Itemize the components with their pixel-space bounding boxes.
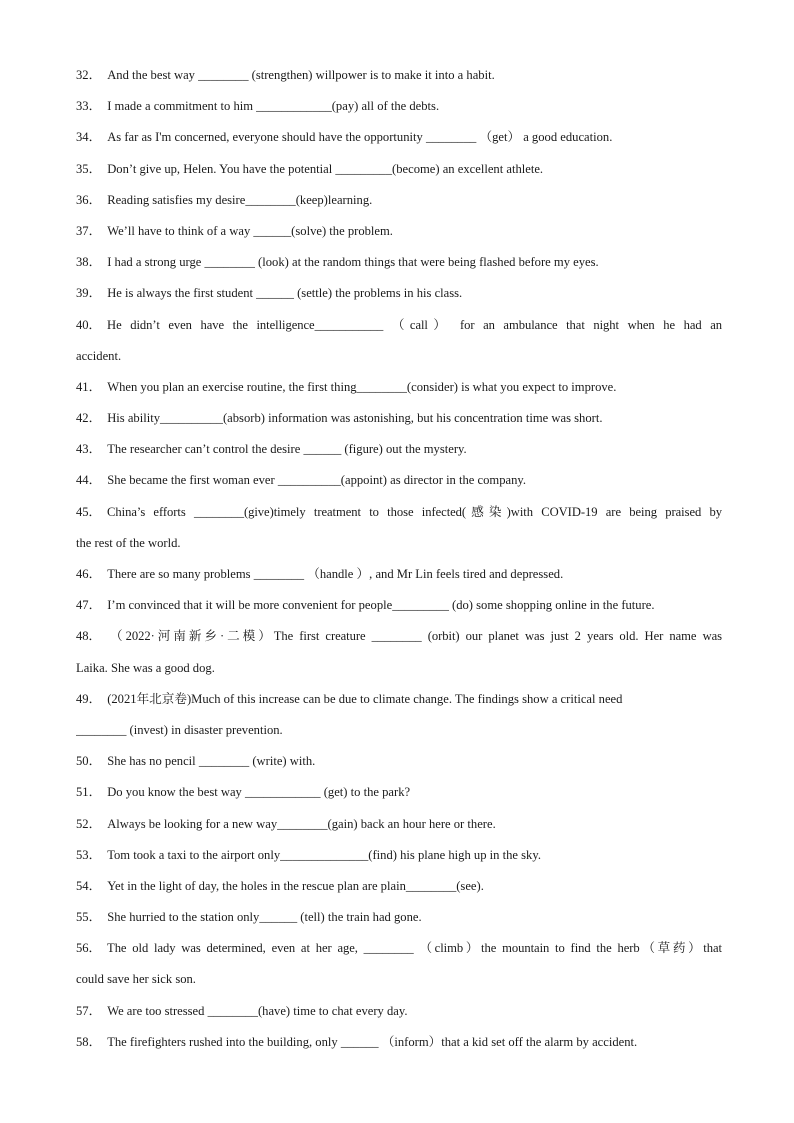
question-54: [76, 871, 722, 902]
question-number: 47．: [76, 598, 102, 613]
question-number: 51．: [76, 785, 102, 800]
question-35: [76, 154, 722, 185]
question-56: [76, 933, 722, 964]
question-text: When you plan an exercise routine, the first thing________(consider) is what you expect to improve.: [107, 379, 617, 394]
question-42: [76, 403, 722, 434]
question-48: [76, 621, 722, 652]
question-text: I’m convinced that it will be more convenient for people_________ (do) some shopping online in the future.: [107, 598, 655, 613]
question-text: And the best way ________ (strengthen) willpower is to make it into a habit.: [107, 68, 495, 82]
question-40: [76, 310, 722, 341]
question-number: 34．: [76, 130, 102, 145]
question-text: As far as I'm concerned, everyone should have the opportunity ________ （get） a good education.: [107, 130, 613, 145]
question-number: 45．: [76, 504, 102, 519]
question-number: 53．: [76, 847, 102, 862]
question-36: [76, 185, 722, 216]
question-text: She has no pencil ________ (write) with.: [107, 754, 316, 769]
question-46: [76, 559, 722, 590]
question-57: [76, 996, 722, 1027]
question-text: He didn’t even have the intelligence___________ （call） for an ambulance that night when he had an: [107, 317, 722, 332]
question-number: 43．: [76, 442, 102, 457]
question-49: [76, 684, 722, 715]
question-40-continuation: accident.: [76, 348, 122, 363]
question-text: China’s efforts ________(give)timely treatment to those infected(感染)with COVID-19 are being praised by: [107, 504, 722, 519]
question-text: Tom took a taxi to the airport only______________(find) his plane high up in the sky.: [107, 847, 541, 862]
question-number: 52．: [76, 816, 102, 831]
question-text: The firefighters rushed into the building, only ______ （inform）that a kid set off the alarm by accident.: [107, 1034, 638, 1049]
question-number: 40．: [76, 317, 102, 332]
question-number: 49．: [76, 691, 102, 706]
question-55: [76, 902, 722, 933]
question-number: 39．: [76, 286, 102, 301]
question-number: 57．: [76, 1003, 102, 1018]
question-32: [76, 60, 722, 91]
question-44: [76, 465, 722, 496]
question-number: 50．: [76, 754, 102, 769]
question-52: [76, 809, 722, 840]
question-number: 35．: [76, 161, 102, 176]
question-text: We are too stressed ________(have) time to chat every day.: [107, 1003, 408, 1018]
question-text: Don’t give up, Helen. You have the potential _________(become) an excellent athlete.: [107, 161, 544, 176]
question-33: [76, 91, 722, 122]
question-number: 58．: [76, 1034, 102, 1049]
question-34: [76, 122, 722, 153]
question-41: [76, 372, 722, 403]
question-text: I made a commitment to him ____________(pay) all of the debts.: [107, 99, 440, 114]
question-50: [76, 746, 722, 777]
question-number: 33．: [76, 99, 102, 114]
question-text: Reading satisfies my desire________(keep)learning.: [107, 192, 373, 207]
question-text: I had a strong urge ________ (look) at the random things that were being flashed before my eyes.: [107, 255, 599, 270]
question-number: 41．: [76, 379, 102, 394]
question-49-continuation: ________ (invest) in disaster prevention.: [76, 722, 283, 737]
question-text: She became the first woman ever __________(appoint) as director in the company.: [107, 473, 527, 488]
question-number: 37．: [76, 223, 102, 238]
question-58: [76, 1027, 722, 1058]
question-text: Always be looking for a new way________(gain) back an hour here or there.: [107, 816, 496, 831]
question-text: There are so many problems ________ （handle ）, and Mr Lin feels tired and depressed.: [107, 567, 564, 581]
question-48-continuation: Laika. She was a good dog.: [76, 660, 215, 675]
question-text: (2021年北京卷)Much of this increase can be due to climate change. The findings show a critical need: [107, 691, 623, 706]
question-number: 46．: [76, 567, 102, 581]
question-45: [76, 497, 722, 528]
question-number: 44．: [76, 473, 102, 488]
question-number: 54．: [76, 878, 102, 893]
question-56-continuation: could save her sick son.: [76, 972, 196, 987]
question-53: [76, 840, 722, 871]
question-number: 32．: [76, 68, 102, 82]
question-text: Yet in the light of day, the holes in the rescue plan are plain________(see).: [107, 878, 484, 893]
question-51: [76, 777, 722, 808]
question-text: We’ll have to think of a way ______(solve) the problem.: [107, 223, 393, 238]
question-text: He is always the first student ______ (settle) the problems in his class.: [107, 286, 463, 301]
question-text: （2022·河南新乡·二模）The first creature ________ (orbit) our planet was just 2 years old. Her name was: [107, 629, 722, 644]
question-39: [76, 278, 722, 309]
question-number: 56．: [76, 941, 102, 956]
question-number: 42．: [76, 411, 102, 426]
question-number: 55．: [76, 910, 102, 925]
question-text: She hurried to the station only______ (tell) the train had gone.: [107, 910, 422, 925]
question-number: 48．: [76, 629, 102, 644]
question-text: The researcher can’t control the desire ______ (figure) out the mystery.: [107, 442, 467, 457]
question-number: 36．: [76, 192, 102, 207]
question-45-continuation: the rest of the world.: [76, 535, 181, 550]
question-text: The old lady was determined, even at her age, ________ （climb）the mountain to find the herb（草药）that: [107, 941, 722, 956]
question-text: Do you know the best way ____________ (get) to the park?: [107, 785, 411, 800]
question-43: [76, 434, 722, 465]
question-number: 38．: [76, 255, 102, 270]
question-text: His ability__________(absorb) information was astonishing, but his concentration time was short.: [107, 411, 603, 426]
question-47: [76, 590, 722, 621]
worksheet-page: [76, 60, 722, 1058]
question-38: [76, 247, 722, 278]
question-37: [76, 216, 722, 247]
